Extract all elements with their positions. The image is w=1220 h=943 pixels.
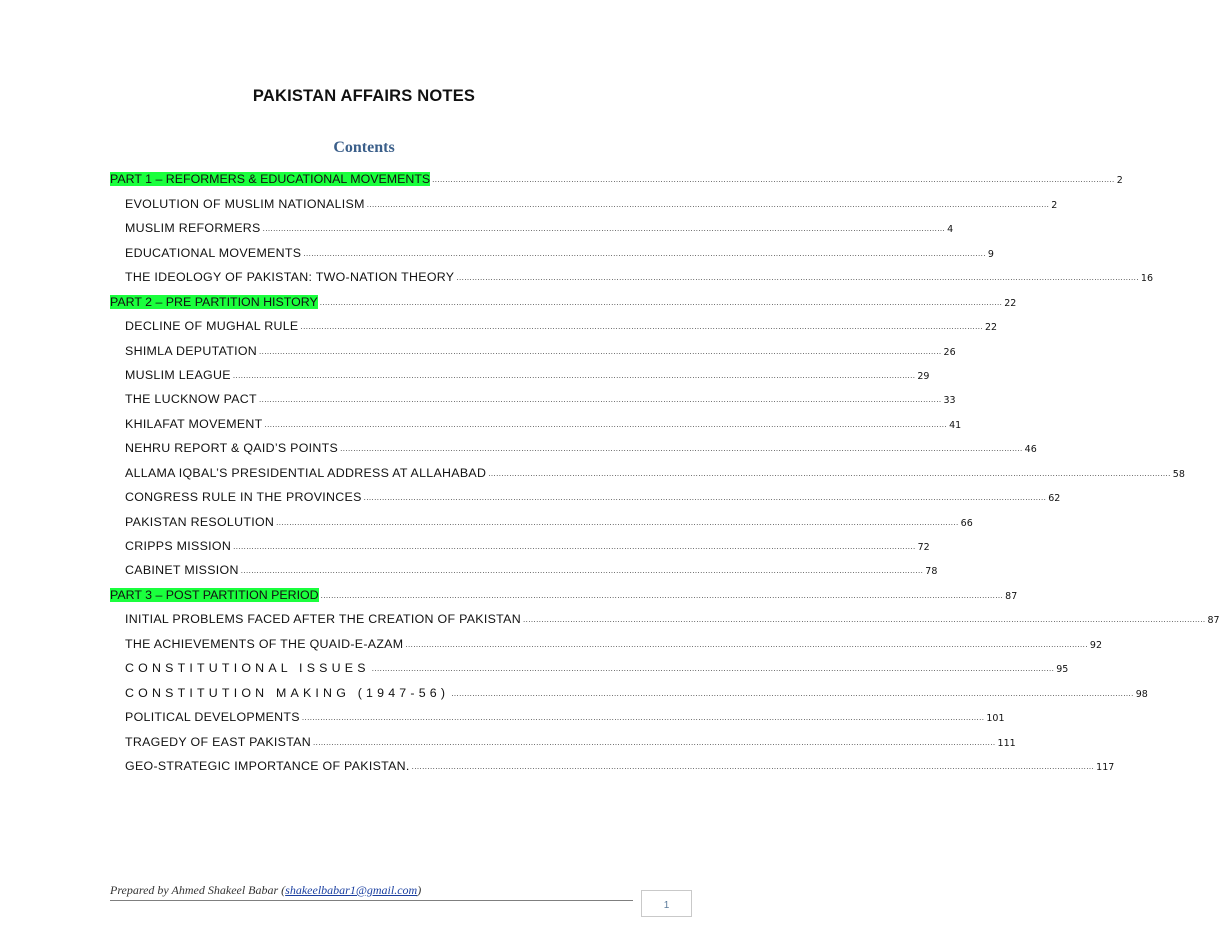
- toc-entry-page-number: 9: [987, 248, 994, 260]
- toc-dot-leader: ....................................................................................................................................................................................................................................................................: [456, 274, 1139, 283]
- toc-entry-page-number: 78: [925, 566, 938, 578]
- toc-entry[interactable]: [110, 651, 1069, 676]
- toc-entry-page-number: 22: [1004, 297, 1017, 309]
- document-title: PAKISTAN AFFAIRS NOTES: [252, 87, 476, 105]
- toc-entry-page-number: 66: [960, 517, 973, 529]
- toc-entry-label: PART 3 – POST PARTITION PERIOD: [110, 587, 319, 602]
- toc-part-entry[interactable]: [110, 577, 1018, 602]
- toc-entry-label: CONSTITUTIONAL ISSUES: [125, 661, 370, 676]
- toc-entry-label: MUSLIM REFORMERS: [125, 221, 261, 236]
- toc-part-entry[interactable]: [110, 162, 1123, 187]
- toc-entry[interactable]: [110, 749, 1115, 773]
- toc-dot-leader: ....................................................................................................................................................................................................................................................................: [363, 494, 1047, 503]
- toc-entry-page-number: 98: [1135, 688, 1148, 700]
- toc-entry-label: MUSLIM LEAGUE: [125, 367, 231, 382]
- footer-credit: [110, 883, 421, 898]
- toc-dot-leader: ....................................................................................................................................................................................................................................................................: [259, 347, 942, 356]
- toc-dot-leader: ....................................................................................................................................................................................................................................................................: [240, 567, 924, 576]
- toc-entry[interactable]: [110, 211, 954, 236]
- toc-entry[interactable]: [110, 186, 1058, 211]
- footer-divider: [110, 900, 633, 901]
- toc-dot-leader: ....................................................................................................................................................................................................................................................................: [432, 176, 1115, 185]
- contents-heading: Contents: [333, 139, 395, 156]
- toc-entry-page-number: 16: [1140, 273, 1153, 285]
- toc-dot-leader: ....................................................................................................................................................................................................................................................................: [371, 665, 1055, 674]
- toc-entry-page-number: 29: [917, 370, 930, 382]
- toc-entry-label: THE IDEOLOGY OF PAKISTAN: TWO-NATION THEORY: [125, 270, 455, 285]
- toc-entry[interactable]: [110, 700, 1005, 725]
- toc-entry[interactable]: [110, 358, 930, 382]
- toc-entry[interactable]: [110, 675, 1148, 700]
- toc-entry-label: EDUCATIONAL MOVEMENTS: [125, 245, 302, 260]
- toc-entry[interactable]: [110, 235, 994, 260]
- toc-entry-label: TRAGEDY OF EAST PAKISTAN: [125, 734, 311, 749]
- toc-dot-leader: ....................................................................................................................................................................................................................................................................: [264, 420, 948, 429]
- toc-entry[interactable]: [110, 626, 1102, 651]
- toc-entry-page-number: 117: [1096, 761, 1115, 773]
- toc-entry-page-number: 72: [917, 542, 930, 553]
- toc-entry-page-number: 62: [1048, 493, 1061, 505]
- toc-entry-page-number: 2: [1116, 175, 1123, 187]
- toc-entry[interactable]: [110, 455, 1185, 480]
- page-number: 1: [641, 890, 692, 917]
- toc-entry-label: CABINET MISSION: [125, 563, 239, 578]
- toc-entry[interactable]: [110, 406, 962, 431]
- toc-dot-leader: ....................................................................................................................................................................................................................................................................: [340, 445, 1023, 454]
- toc-entry-label: THE LUCKNOW PACT: [125, 392, 257, 407]
- toc-entry-label: NEHRU REPORT & QAID’S POINTS: [125, 441, 339, 456]
- toc-dot-leader: ....................................................................................................................................................................................................................................................................: [320, 591, 1004, 600]
- toc-entry-page-number: 46: [1024, 444, 1037, 456]
- toc-entry-label: CRIPPS MISSION: [125, 539, 232, 553]
- toc-entry-page-number: 4: [947, 224, 954, 236]
- toc-entry-label: EVOLUTION OF MUSLIM NATIONALISM: [125, 196, 365, 211]
- toc-entry[interactable]: [110, 309, 998, 334]
- toc-dot-leader: ....................................................................................................................................................................................................................................................................: [303, 249, 986, 258]
- toc-entry[interactable]: [110, 260, 1153, 285]
- toc-dot-leader: ....................................................................................................................................................................................................................................................................: [301, 714, 985, 723]
- toc-entry-label: CONSTITUTION MAKING (1947-56): [125, 685, 450, 700]
- toc-entry[interactable]: [110, 480, 1061, 505]
- toc-entry-label: ALLAMA IQBAL’S PRESIDENTIAL ADDRESS AT ALLAHABAD: [125, 465, 487, 480]
- toc-entry[interactable]: [110, 602, 1220, 627]
- footer-suffix: ): [417, 883, 422, 897]
- toc-entry-label: GEO-STRATEGIC IMPORTANCE OF PAKISTAN.: [125, 758, 410, 773]
- toc-entry-page-number: 111: [997, 737, 1016, 749]
- toc-entry-page-number: 87: [1207, 615, 1220, 627]
- toc-entry[interactable]: [110, 333, 956, 358]
- toc-entry[interactable]: [110, 529, 930, 553]
- toc-entry-page-number: 95: [1056, 664, 1069, 676]
- toc-entry-page-number: 22: [984, 322, 998, 334]
- toc-entry-label: SHIMLA DEPUTATION: [125, 343, 258, 358]
- toc-dot-leader: ....................................................................................................................................................................................................................................................................: [411, 762, 1095, 771]
- toc-dot-leader: ....................................................................................................................................................................................................................................................................: [262, 225, 946, 234]
- toc-entry-page-number: 26: [943, 346, 956, 358]
- toc-dot-leader: ....................................................................................................................................................................................................................................................................: [276, 518, 959, 527]
- toc-entry-page-number: 41: [949, 419, 962, 431]
- toc-entry-label: KHILAFAT MOVEMENT: [125, 416, 263, 431]
- toc-entry-label: PAKISTAN RESOLUTION: [125, 514, 275, 529]
- table-of-contents: [110, 162, 1220, 773]
- toc-entry-label: PART 2 – PRE PARTITION HISTORY: [110, 294, 318, 309]
- toc-entry-label: CONGRESS RULE IN THE PROVINCES: [125, 490, 362, 505]
- toc-entry-page-number: 58: [1172, 468, 1185, 480]
- toc-entry[interactable]: [110, 724, 1016, 749]
- toc-dot-leader: ....................................................................................................................................................................................................................................................................: [522, 616, 1206, 625]
- toc-entry-label: THE ACHIEVEMENTS OF THE QUAID-E-AZAM: [125, 636, 404, 651]
- toc-entry-label: PART 1 – REFORMERS & EDUCATIONAL MOVEMENTS: [110, 172, 431, 187]
- toc-entry-label: POLITICAL DEVELOPMENTS: [125, 710, 300, 725]
- toc-dot-leader: ....................................................................................................................................................................................................................................................................: [313, 738, 996, 747]
- toc-dot-leader: ....................................................................................................................................................................................................................................................................: [300, 323, 983, 332]
- toc-entry-page-number: 92: [1089, 639, 1102, 651]
- toc-dot-leader: ....................................................................................................................................................................................................................................................................: [319, 298, 1003, 307]
- toc-dot-leader: ....................................................................................................................................................................................................................................................................: [405, 640, 1088, 649]
- toc-entry[interactable]: [110, 382, 956, 407]
- toc-dot-leader: ....................................................................................................................................................................................................................................................................: [233, 543, 916, 551]
- footer-email-link[interactable]: shakeelbabar1@gmail.com: [285, 883, 418, 897]
- toc-dot-leader: ....................................................................................................................................................................................................................................................................: [451, 689, 1134, 698]
- toc-entry[interactable]: [110, 504, 973, 529]
- toc-part-entry[interactable]: [110, 284, 1017, 309]
- footer-prefix: Prepared by Ahmed Shakeel Babar (: [110, 883, 286, 897]
- toc-entry-label: INITIAL PROBLEMS FACED AFTER THE CREATION OF PAKISTAN: [125, 612, 521, 627]
- toc-entry-page-number: 33: [943, 395, 956, 407]
- toc-dot-leader: ....................................................................................................................................................................................................................................................................: [488, 469, 1171, 478]
- toc-entry-page-number: 2: [1051, 199, 1058, 211]
- toc-dot-leader: ....................................................................................................................................................................................................................................................................: [232, 371, 916, 380]
- toc-dot-leader: ....................................................................................................................................................................................................................................................................: [258, 396, 942, 405]
- toc-entry[interactable]: [110, 431, 1037, 456]
- toc-entry-page-number: 101: [986, 713, 1005, 725]
- toc-entry-label: DECLINE OF MUGHAL RULE: [125, 319, 299, 334]
- toc-dot-leader: ....................................................................................................................................................................................................................................................................: [366, 200, 1050, 209]
- toc-entry-page-number: 87: [1005, 590, 1018, 602]
- toc-entry[interactable]: [110, 553, 938, 578]
